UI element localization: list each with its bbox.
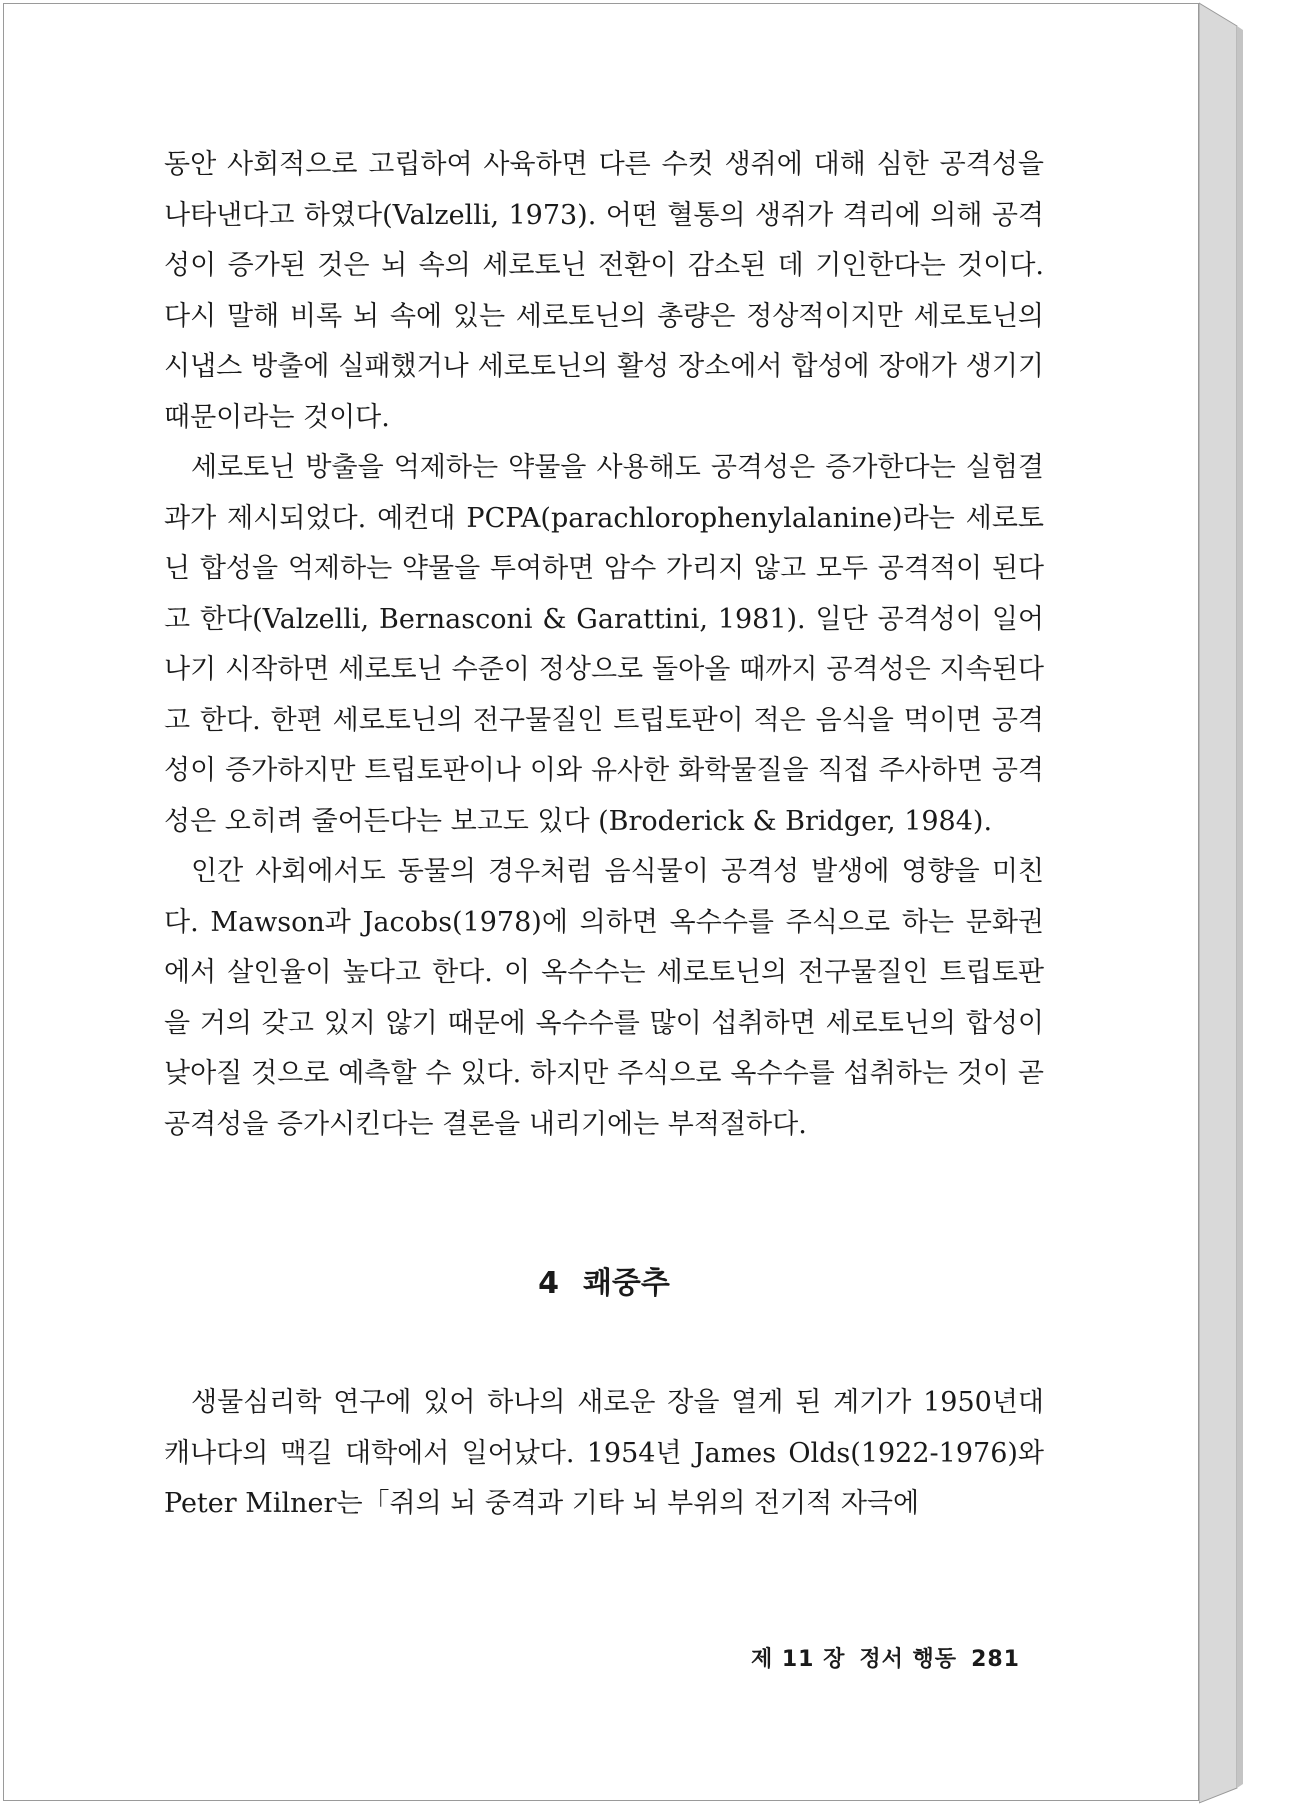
page-stack-edge: [1199, 0, 1255, 1806]
body-paragraph-2: 세로토닌 방출을 억제하는 약물을 사용해도 공격성은 증가한다는 실험결과가 제시되었다. 예컨대 PCPA(parachlorophenylalanine)라는 세로토닌 합성을 억제하는 약물을 투여하면 암수 가리지 않고 모두 공격적이 된다고 한다(Valzelli, Bernasconi & Garattini, 1981). 일단 공격성이 일어나기 시작하면 세로토닌 수준이 정상으로 돌아올 때까지 공격성은 지속된다고 한다. 한편 세로토닌의 전구물질인 트립토판이 적은 음식을 먹이면 공격성이 증가하지만 트립토판이나 이와 유사한 화학물질을 직접 주사하면 공격성은 오히려 줄어든다는 보고도 있다 (Broderick & Bridger, 1984).: [164, 452, 1044, 837]
footer-chapter-title: 정서 행동: [859, 1647, 958, 1672]
section-title: 쾌중추: [582, 1266, 670, 1301]
heading-spacer: [164, 1315, 1044, 1378]
section-heading: [164, 1252, 1044, 1315]
section-number: 4: [538, 1266, 559, 1301]
footer-chapter: 제 11 장: [750, 1647, 846, 1672]
page-footer: [700, 1642, 1020, 1673]
body-paragraph-1: 동안 사회적으로 고립하여 사육하면 다른 수컷 생쥐에 대해 심한 공격성을 나타낸다고 하였다(Valzelli, 1973). 어떤 혈통의 생쥐가 격리에 의해 공격성이 증가된 것은 뇌 속의 세로토닌 전환이 감소된 데 기인한다는 것이다. 다시 말해 비록 뇌 속에 있는 세로토닌의 총량은 정상적이지만 세로토닌의 시냅스 방출에 실패했거나 세로토닌의 활성 장소에서 합성에 장애가 생기기 때문이라는 것이다.: [164, 149, 1044, 433]
body-paragraph-3: 인간 사회에서도 동물의 경우처럼 음식물이 공격성 발생에 영향을 미친다. Mawson과 Jacobs(1978)에 의하면 옥수수를 주식으로 하는 문화권에서 살인율이 높다고 한다. 이 옥수수는 세로토닌의 전구물질인 트립토판을 거의 갖고 있지 않기 때문에 옥수수를 많이 섭취하면 세로토닌의 합성이 낮아질 것으로 예측할 수 있다. 하지만 주식으로 옥수수를 섭취하는 것이 곧 공격성을 증가시킨다는 결론을 내리기에는 부적절하다.: [164, 856, 1044, 1140]
page-content: [164, 140, 1044, 1530]
page-number: 281: [971, 1647, 1020, 1672]
body-paragraph-4: 생물심리학 연구에 있어 하나의 새로운 장을 열게 된 계기가 1950년대 캐나다의 맥길 대학에서 일어났다. 1954년 James Olds(1922-1976)와 Peter Milner는「쥐의 뇌 중격과 기타 뇌 부위의 전기적 자극에: [164, 1387, 1044, 1519]
